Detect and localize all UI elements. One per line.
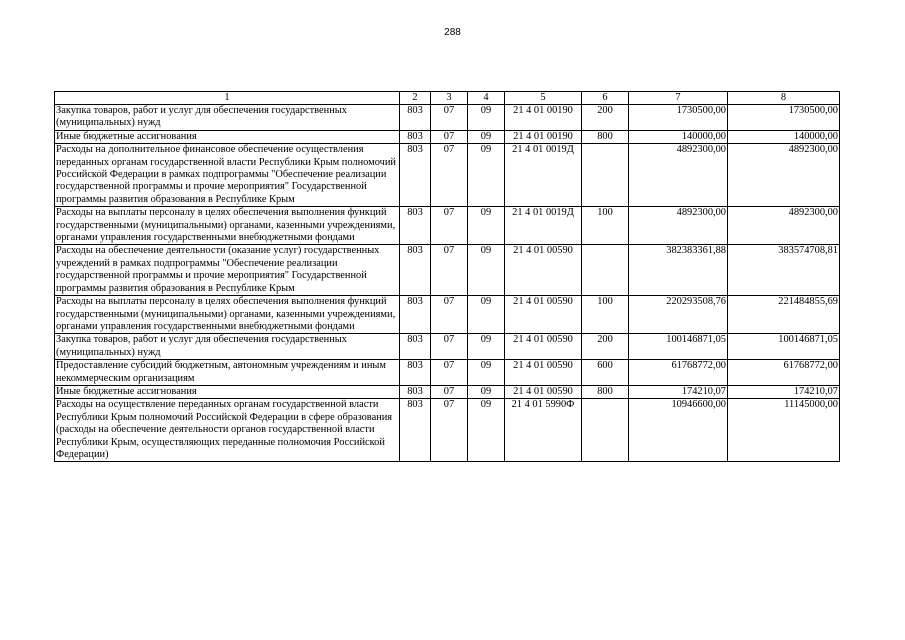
header-row <box>55 92 840 105</box>
row-code-3: 07 <box>431 296 468 334</box>
row-code-4: 09 <box>468 105 505 131</box>
row-code-3: 07 <box>431 399 468 462</box>
table-row <box>55 144 840 207</box>
row-code-5: 21 4 01 00590 <box>505 245 582 296</box>
row-code-4: 09 <box>468 207 505 245</box>
row-amount-7: 140000,00 <box>629 130 728 143</box>
row-code-2: 803 <box>400 334 431 360</box>
row-amount-8: 383574708,81 <box>728 245 840 296</box>
row-code-3: 07 <box>431 360 468 386</box>
page-number: 288 <box>444 27 461 38</box>
row-code-4: 09 <box>468 334 505 360</box>
table-row <box>55 130 840 143</box>
row-code-2: 803 <box>400 207 431 245</box>
row-code-4: 09 <box>468 360 505 386</box>
col-header-3: 3 <box>431 92 468 105</box>
row-amount-8: 11145000,00 <box>728 399 840 462</box>
row-code-6: 200 <box>582 334 629 360</box>
row-code-4: 09 <box>468 399 505 462</box>
table-row <box>55 399 840 462</box>
row-code-6 <box>582 399 629 462</box>
row-code-4: 09 <box>468 144 505 207</box>
row-code-6 <box>582 245 629 296</box>
col-header-2: 2 <box>400 92 431 105</box>
row-description: Предоставление субсидий бюджетным, автономным учреждениям и иным некоммерческим организациям <box>55 360 400 386</box>
table-row <box>55 207 840 245</box>
row-code-3: 07 <box>431 130 468 143</box>
row-description: Расходы на дополнительное финансовое обеспечение осуществления переданных органам государственной власти Республики Крым полномочий Российской Федерации в рамках подпрограммы "Обеспечение реализации государственной программы и прочие мероприятия" Государственной программы развития образования в Республике Крым <box>55 144 400 207</box>
row-description: Расходы на выплаты персоналу в целях обеспечения выполнения функций государственными (муниципальными) органами, казенными учреждениями, органами управления государственными внебюджетными фондами <box>55 296 400 334</box>
row-code-6: 600 <box>582 360 629 386</box>
col-header-6: 6 <box>582 92 629 105</box>
row-code-2: 803 <box>400 144 431 207</box>
row-code-6 <box>582 144 629 207</box>
table-row <box>55 245 840 296</box>
row-description: Закупка товаров, работ и услуг для обеспечения государственных (муниципальных) нужд <box>55 105 400 131</box>
row-amount-8: 174210,07 <box>728 385 840 398</box>
col-header-7: 7 <box>629 92 728 105</box>
row-amount-7: 4892300,00 <box>629 144 728 207</box>
row-amount-7: 100146871,05 <box>629 334 728 360</box>
row-code-4: 09 <box>468 130 505 143</box>
row-code-4: 09 <box>468 296 505 334</box>
row-code-3: 07 <box>431 144 468 207</box>
table-row <box>55 334 840 360</box>
row-amount-8: 100146871,05 <box>728 334 840 360</box>
row-code-3: 07 <box>431 334 468 360</box>
table-row <box>55 385 840 398</box>
row-amount-7: 10946600,00 <box>629 399 728 462</box>
table-row <box>55 296 840 334</box>
row-amount-7: 61768772,00 <box>629 360 728 386</box>
row-code-2: 803 <box>400 130 431 143</box>
row-code-3: 07 <box>431 245 468 296</box>
row-code-3: 07 <box>431 207 468 245</box>
row-amount-8: 140000,00 <box>728 130 840 143</box>
row-code-2: 803 <box>400 385 431 398</box>
row-code-3: 07 <box>431 105 468 131</box>
row-code-2: 803 <box>400 399 431 462</box>
col-header-8: 8 <box>728 92 840 105</box>
row-amount-7: 1730500,00 <box>629 105 728 131</box>
row-code-2: 803 <box>400 360 431 386</box>
table-row <box>55 360 840 386</box>
row-code-5: 21 4 01 5990Ф <box>505 399 582 462</box>
row-amount-7: 4892300,00 <box>629 207 728 245</box>
row-amount-8: 61768772,00 <box>728 360 840 386</box>
row-amount-7: 382383361,88 <box>629 245 728 296</box>
row-code-2: 803 <box>400 296 431 334</box>
row-code-2: 803 <box>400 105 431 131</box>
row-code-5: 21 4 01 00190 <box>505 130 582 143</box>
row-description: Расходы на осуществление переданных органам государственной власти Республики Крым полномочий Российской Федерации в сфере образования (расходы на обеспечение деятельности органов государственной власти Республики Крым, осуществляющих переданные полномочия Российской Федерации) <box>55 399 400 462</box>
row-amount-7: 174210,07 <box>629 385 728 398</box>
col-header-4: 4 <box>468 92 505 105</box>
row-description: Иные бюджетные ассигнования <box>55 130 400 143</box>
row-code-5: 21 4 01 00190 <box>505 105 582 131</box>
row-code-5: 21 4 01 0019Д <box>505 207 582 245</box>
row-code-6: 200 <box>582 105 629 131</box>
row-description: Закупка товаров, работ и услуг для обеспечения государственных (муниципальных) нужд <box>55 334 400 360</box>
row-description: Расходы на обеспечение деятельности (оказание услуг) государственных учреждений в рамках подпрограммы "Обеспечение реализации государственной программы и прочие мероприятия" Государственной программы развития образования в Республике Крым <box>55 245 400 296</box>
row-code-4: 09 <box>468 385 505 398</box>
budget-table <box>54 91 840 462</box>
row-description: Расходы на выплаты персоналу в целях обеспечения выполнения функций государственными (муниципальными) органами, казенными учреждениями, органами управления государственными внебюджетными фондами <box>55 207 400 245</box>
row-code-5: 21 4 01 0019Д <box>505 144 582 207</box>
row-code-5: 21 4 01 00590 <box>505 360 582 386</box>
row-code-6: 800 <box>582 130 629 143</box>
row-amount-8: 221484855,69 <box>728 296 840 334</box>
row-code-6: 100 <box>582 207 629 245</box>
row-description: Иные бюджетные ассигнования <box>55 385 400 398</box>
row-code-6: 100 <box>582 296 629 334</box>
row-code-6: 800 <box>582 385 629 398</box>
row-amount-8: 1730500,00 <box>728 105 840 131</box>
row-amount-7: 220293508,76 <box>629 296 728 334</box>
row-code-5: 21 4 01 00590 <box>505 385 582 398</box>
row-code-5: 21 4 01 00590 <box>505 296 582 334</box>
table-row <box>55 105 840 131</box>
row-code-5: 21 4 01 00590 <box>505 334 582 360</box>
row-code-4: 09 <box>468 245 505 296</box>
row-code-3: 07 <box>431 385 468 398</box>
col-header-1: 1 <box>55 92 400 105</box>
row-code-2: 803 <box>400 245 431 296</box>
row-amount-8: 4892300,00 <box>728 207 840 245</box>
col-header-5: 5 <box>505 92 582 105</box>
row-amount-8: 4892300,00 <box>728 144 840 207</box>
